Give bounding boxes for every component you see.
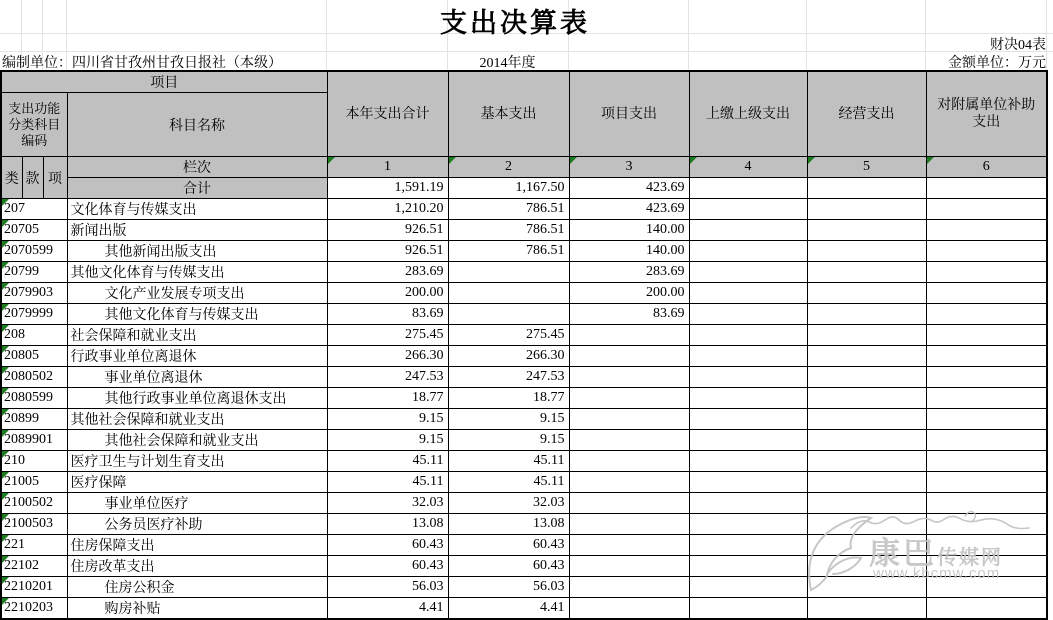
row-code-cell: 2079903 [1, 283, 67, 304]
row-value-cell: 140.00 [569, 220, 689, 241]
row-value-cell [807, 430, 926, 451]
row-value-cell: 247.53 [448, 367, 569, 388]
row-code-cell: 2100502 [1, 493, 67, 514]
column-header-upward-remittance: 上缴上级支出 [689, 71, 807, 157]
row-value-cell: 18.77 [327, 388, 448, 409]
row-value-cell [569, 556, 689, 577]
row-code-cell: 20805 [1, 346, 67, 367]
row-value-cell [689, 199, 807, 220]
row-value-cell: 283.69 [569, 262, 689, 283]
row-value-cell: 200.00 [569, 283, 689, 304]
row-name-cell: 其他文化体育与传媒支出 [67, 304, 327, 325]
row-value-cell [926, 493, 1047, 514]
table-row [1, 514, 1047, 535]
row-value-cell [926, 514, 1047, 535]
row-name-cell: 其他社会保障和就业支出 [67, 409, 327, 430]
row-value-cell: 18.77 [448, 388, 569, 409]
row-value-cell [569, 451, 689, 472]
row-value-cell [807, 199, 926, 220]
row-value-cell [926, 220, 1047, 241]
row-value-cell: 275.45 [448, 325, 569, 346]
row-code-cell: 2079999 [1, 304, 67, 325]
row-value-cell [569, 388, 689, 409]
row-value-cell [448, 283, 569, 304]
row-name-cell: 住房改革支出 [67, 556, 327, 577]
row-value-cell [689, 367, 807, 388]
row-value-cell [689, 304, 807, 325]
row-value-cell [926, 430, 1047, 451]
grand-total-value [926, 178, 1047, 199]
fiscal-year-label: 2014年度 [479, 56, 536, 71]
row-value-cell [689, 346, 807, 367]
page-title: 支出决算表 [440, 8, 590, 38]
row-value-cell: 13.08 [448, 514, 569, 535]
column-header-basic-expenditure: 基本支出 [448, 71, 569, 157]
row-value-cell: 423.69 [569, 199, 689, 220]
row-code-cell: 21005 [1, 472, 67, 493]
grand-total-value: 1,167.50 [448, 178, 569, 199]
row-name-cell: 行政事业单位离退休 [67, 346, 327, 367]
row-value-cell [569, 577, 689, 598]
watermark-site-name: 康巴传媒网 [869, 536, 1003, 571]
row-value-cell: 283.69 [327, 262, 448, 283]
row-value-cell [807, 367, 926, 388]
row-code-cell: 22102 [1, 556, 67, 577]
row-value-cell: 9.15 [327, 409, 448, 430]
row-value-cell [569, 346, 689, 367]
row-value-cell [569, 493, 689, 514]
grand-total-value: 1,591.19 [327, 178, 448, 199]
row-value-cell [689, 556, 807, 577]
row-name-cell: 住房保障支出 [67, 535, 327, 556]
column-number-4: 4 [689, 157, 807, 178]
row-value-cell: 4.41 [448, 598, 569, 620]
row-value-cell [926, 325, 1047, 346]
row-name-cell: 购房补贴 [67, 598, 327, 620]
row-code-cell: 221 [1, 535, 67, 556]
table-row [1, 220, 1047, 241]
row-value-cell: 45.11 [448, 451, 569, 472]
row-value-cell [926, 451, 1047, 472]
column-number-2: 2 [448, 157, 569, 178]
row-code-cell: 20799 [1, 262, 67, 283]
table-row [1, 451, 1047, 472]
watermark-site-url: www.kbcmw.com [873, 565, 1001, 582]
row-value-cell [448, 262, 569, 283]
row-name-cell: 事业单位离退休 [67, 367, 327, 388]
row-value-cell: 45.11 [448, 472, 569, 493]
row-value-cell [807, 388, 926, 409]
row-value-cell [569, 325, 689, 346]
expenditure-table [0, 70, 1048, 620]
row-value-cell: 60.43 [448, 535, 569, 556]
row-value-cell [569, 472, 689, 493]
table-row [1, 577, 1047, 598]
table-row [1, 283, 1047, 304]
gridline [1046, 0, 1047, 70]
row-value-cell [807, 283, 926, 304]
row-code-cell: 2089901 [1, 430, 67, 451]
section-col-header: 款 [22, 157, 43, 199]
row-value-cell [689, 577, 807, 598]
row-value-cell: 786.51 [448, 199, 569, 220]
row-value-cell: 9.15 [327, 430, 448, 451]
row-name-cell: 住房公积金 [67, 577, 327, 598]
grand-total-value: 423.69 [569, 178, 689, 199]
row-code-cell: 2080502 [1, 367, 67, 388]
row-value-cell [926, 577, 1047, 598]
row-value-cell [689, 409, 807, 430]
row-code-cell: 20705 [1, 220, 67, 241]
row-value-cell [807, 304, 926, 325]
table-row [1, 430, 1047, 451]
row-value-cell: 9.15 [448, 430, 569, 451]
table-row [1, 472, 1047, 493]
row-value-cell [689, 430, 807, 451]
column-header-operating-expenditure: 经营支出 [807, 71, 926, 157]
row-name-cell: 文化产业发展专项支出 [67, 283, 327, 304]
row-code-cell: 20899 [1, 409, 67, 430]
row-value-cell [807, 514, 926, 535]
row-value-cell [807, 346, 926, 367]
row-value-cell: 275.45 [327, 325, 448, 346]
table-row [1, 346, 1047, 367]
row-value-cell [926, 199, 1047, 220]
row-value-cell [807, 241, 926, 262]
row-value-cell: 926.51 [327, 241, 448, 262]
function-code-header: 支出功能分类科目编码 [1, 93, 67, 157]
column-index-label: 栏次 [67, 157, 327, 178]
row-value-cell [926, 367, 1047, 388]
column-number-1: 1 [327, 157, 448, 178]
row-value-cell [807, 577, 926, 598]
row-value-cell: 56.03 [448, 577, 569, 598]
row-value-cell [807, 556, 926, 577]
row-value-cell [689, 241, 807, 262]
row-value-cell [689, 325, 807, 346]
table-row [1, 367, 1047, 388]
table-row [1, 535, 1047, 556]
row-value-cell: 45.11 [327, 451, 448, 472]
row-code-cell: 2100503 [1, 514, 67, 535]
row-value-cell [926, 409, 1047, 430]
column-header-subsidy-to-affiliates: 对附属单位补助支出 [926, 71, 1047, 157]
row-value-cell [569, 430, 689, 451]
row-value-cell: 926.51 [327, 220, 448, 241]
row-value-cell [807, 409, 926, 430]
row-value-cell [807, 493, 926, 514]
prepared-by-label: 编制单位：四川省甘孜州甘孜日报社（本级） [2, 56, 282, 71]
row-value-cell [689, 262, 807, 283]
row-value-cell [569, 514, 689, 535]
table-row [1, 388, 1047, 409]
row-value-cell: 140.00 [569, 241, 689, 262]
row-value-cell: 13.08 [327, 514, 448, 535]
row-name-cell: 医疗卫生与计划生育支出 [67, 451, 327, 472]
row-value-cell [926, 241, 1047, 262]
row-code-cell: 2080599 [1, 388, 67, 409]
column-number-3: 3 [569, 157, 689, 178]
row-value-cell [807, 220, 926, 241]
grand-total-row [1, 178, 1047, 199]
row-value-cell: 200.00 [327, 283, 448, 304]
row-value-cell [569, 367, 689, 388]
table-row [1, 556, 1047, 577]
row-value-cell: 32.03 [327, 493, 448, 514]
row-name-cell: 其他行政事业单位离退休支出 [67, 388, 327, 409]
row-value-cell [689, 472, 807, 493]
table-row [1, 199, 1047, 220]
row-name-cell: 事业单位医疗 [67, 493, 327, 514]
table-row [1, 493, 1047, 514]
row-name-cell: 其他新闻出版支出 [67, 241, 327, 262]
row-value-cell: 9.15 [448, 409, 569, 430]
row-value-cell [926, 556, 1047, 577]
row-value-cell: 45.11 [327, 472, 448, 493]
column-number-6: 6 [926, 157, 1047, 178]
row-value-cell [689, 535, 807, 556]
row-value-cell [807, 325, 926, 346]
amount-unit-label: 金额单位：万元 [948, 56, 1046, 71]
form-number: 财决04表 [990, 38, 1046, 53]
row-name-cell: 社会保障和就业支出 [67, 325, 327, 346]
table-row [1, 409, 1047, 430]
row-value-cell: 786.51 [448, 220, 569, 241]
project-header: 项目 [1, 71, 327, 93]
grand-total-label: 合计 [67, 178, 327, 199]
row-value-cell [569, 535, 689, 556]
row-value-cell [807, 262, 926, 283]
class-col-header: 类 [1, 157, 22, 199]
row-name-cell: 医疗保障 [67, 472, 327, 493]
row-value-cell [689, 451, 807, 472]
row-code-cell: 208 [1, 325, 67, 346]
row-value-cell [569, 409, 689, 430]
table-row [1, 262, 1047, 283]
row-value-cell [448, 304, 569, 325]
row-value-cell [689, 388, 807, 409]
row-name-cell: 文化体育与传媒支出 [67, 199, 327, 220]
subject-name-header: 科目名称 [67, 93, 327, 157]
row-code-cell: 2070599 [1, 241, 67, 262]
row-value-cell: 266.30 [448, 346, 569, 367]
row-value-cell: 83.69 [327, 304, 448, 325]
row-value-cell [926, 535, 1047, 556]
row-value-cell [807, 451, 926, 472]
column-number-5: 5 [807, 157, 926, 178]
column-header-total-expenditure: 本年支出合计 [327, 71, 448, 157]
table-row [1, 304, 1047, 325]
row-code-cell: 207 [1, 199, 67, 220]
row-value-cell: 786.51 [448, 241, 569, 262]
row-name-cell: 其他社会保障和就业支出 [67, 430, 327, 451]
row-name-cell: 其他文化体育与传媒支出 [67, 262, 327, 283]
row-code-cell: 2210203 [1, 598, 67, 620]
row-value-cell [926, 388, 1047, 409]
row-value-cell: 1,210.20 [327, 199, 448, 220]
row-value-cell [807, 535, 926, 556]
row-code-cell: 2210201 [1, 577, 67, 598]
row-value-cell: 60.43 [448, 556, 569, 577]
row-code-cell: 210 [1, 451, 67, 472]
row-value-cell [689, 283, 807, 304]
row-value-cell [807, 472, 926, 493]
row-value-cell [689, 220, 807, 241]
row-value-cell [926, 472, 1047, 493]
row-value-cell [689, 493, 807, 514]
row-value-cell: 83.69 [569, 304, 689, 325]
row-value-cell [926, 283, 1047, 304]
row-value-cell: 247.53 [327, 367, 448, 388]
row-value-cell: 266.30 [327, 346, 448, 367]
table-row [1, 241, 1047, 262]
row-value-cell: 60.43 [327, 535, 448, 556]
item-col-header: 项 [43, 157, 67, 199]
row-value-cell: 56.03 [327, 577, 448, 598]
row-value-cell [689, 514, 807, 535]
row-value-cell [926, 346, 1047, 367]
row-value-cell [926, 262, 1047, 283]
grand-total-value [689, 178, 807, 199]
row-value-cell: 32.03 [448, 493, 569, 514]
row-name-cell: 公务员医疗补助 [67, 514, 327, 535]
table-body [1, 199, 1047, 620]
row-name-cell: 新闻出版 [67, 220, 327, 241]
row-value-cell [926, 304, 1047, 325]
row-value-cell: 60.43 [327, 556, 448, 577]
table-row [1, 325, 1047, 346]
column-header-project-expenditure: 项目支出 [569, 71, 689, 157]
grand-total-value [807, 178, 926, 199]
row-value-cell: 4.41 [327, 598, 448, 620]
